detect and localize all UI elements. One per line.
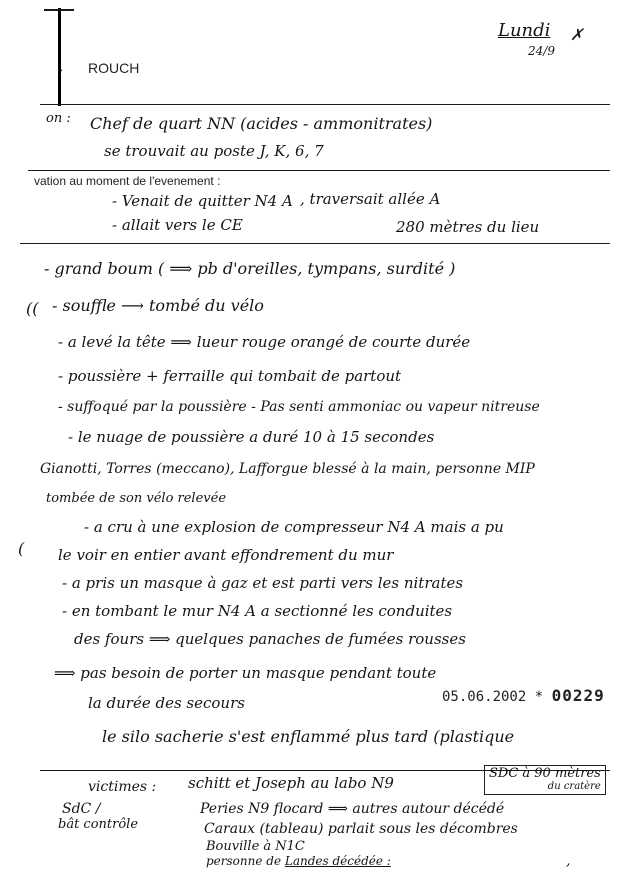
observation-line: la durée des secours bbox=[88, 694, 245, 712]
witness-role: Chef de quart NN (acides - ammonitrates) bbox=[90, 114, 433, 133]
situation-line-1b: , traversait allée A bbox=[300, 190, 441, 208]
role-marker: on : bbox=[46, 111, 71, 126]
divider-1 bbox=[40, 104, 610, 105]
stray-mark: , bbox=[566, 853, 571, 869]
situation-title: vation au moment de l'evenement : bbox=[34, 174, 221, 188]
observation-line: - poussière + ferraille qui tombait de partout bbox=[58, 367, 402, 385]
victims-line-5b: Landes décédée : bbox=[284, 854, 391, 868]
victims-line-4: Bouville à N1C bbox=[206, 839, 305, 854]
header-check-mark: ✗ bbox=[570, 25, 584, 44]
margin-mark: ( bbox=[18, 539, 25, 558]
situation-line-1a: - Venait de quitter N4 A bbox=[112, 192, 293, 210]
margin-tick bbox=[44, 9, 74, 11]
margin-stroke bbox=[58, 8, 64, 106]
situation-line-2a: - allait vers le CE bbox=[112, 216, 243, 234]
observation-line: ⟹ pas besoin de porter un masque pendant toute bbox=[54, 664, 437, 682]
witness-name: ROUCH bbox=[88, 60, 140, 76]
observation-line: - a levé la tête ⟹ lueur rouge orangé de courte durée bbox=[58, 333, 471, 351]
observation-line: - a cru à une explosion de compresseur N4 A mais a pu bbox=[84, 518, 504, 536]
victims-left-1: SdC / bbox=[62, 801, 101, 817]
situation-line-2b: 280 mètres du lieu bbox=[396, 218, 540, 236]
victims-line-5 bbox=[206, 852, 391, 870]
victims-line-3: Caraux (tableau) parlait sous les décombres bbox=[204, 821, 518, 837]
victims-line-5a: personne de bbox=[206, 854, 285, 868]
victims-label: victimes : bbox=[88, 779, 157, 795]
observation-line: - en tombant le mur N4 A a sectionné les conduites bbox=[62, 602, 453, 620]
archive-stamp bbox=[442, 686, 605, 705]
observation-line: - souffle ⟶ tombé du vélo bbox=[52, 296, 264, 315]
margin-mark: (( bbox=[26, 299, 39, 318]
victims-left-2: bât contrôle bbox=[58, 817, 139, 832]
observation-line: - grand boum ( ⟹ pb d'oreilles, tympans, surdité ) bbox=[44, 259, 456, 278]
header-day: Lundi bbox=[498, 20, 551, 41]
victims-line-2: Peries N9 flocard ⟹ autres autour décédé bbox=[200, 801, 505, 817]
observation-line: des fours ⟹ quelques panaches de fumées rousses bbox=[74, 630, 466, 648]
observation-line: tombée de son vélo relevée bbox=[46, 491, 227, 506]
divider-2 bbox=[28, 170, 610, 171]
observation-line: - a pris un masque à gaz et est parti vers les nitrates bbox=[62, 574, 464, 592]
divider-3 bbox=[20, 243, 610, 244]
stamp-date: 05.06.2002 bbox=[442, 689, 527, 705]
observation-line: - suffoqué par la poussière - Pas senti ammoniac ou vapeur nitreuse bbox=[58, 399, 540, 415]
distance-box-note bbox=[484, 765, 606, 795]
witness-location: se trouvait au poste J, K, 6, 7 bbox=[104, 142, 324, 160]
observation-line: - le nuage de poussière a duré 10 à 15 secondes bbox=[68, 428, 435, 446]
stamp-star: * bbox=[534, 689, 544, 705]
observation-line: le voir en entier avant effondrement du mur bbox=[58, 546, 394, 564]
stamp-number: 00229 bbox=[551, 686, 605, 705]
header-date: 24/9 bbox=[528, 44, 555, 58]
observation-line: Gianotti, Torres (meccano), Lafforgue blessé à la main, personne MIP bbox=[40, 461, 535, 477]
observation-line: le silo sacherie s'est enflammé plus tard (plastique bbox=[102, 727, 515, 746]
box-note-line-2: du cratère bbox=[547, 781, 601, 792]
victims-line-1: schitt et Joseph au labo N9 bbox=[188, 774, 394, 792]
colon-mark: : bbox=[58, 62, 64, 80]
box-note-line-1: SDC à 90 mètres bbox=[489, 766, 601, 781]
